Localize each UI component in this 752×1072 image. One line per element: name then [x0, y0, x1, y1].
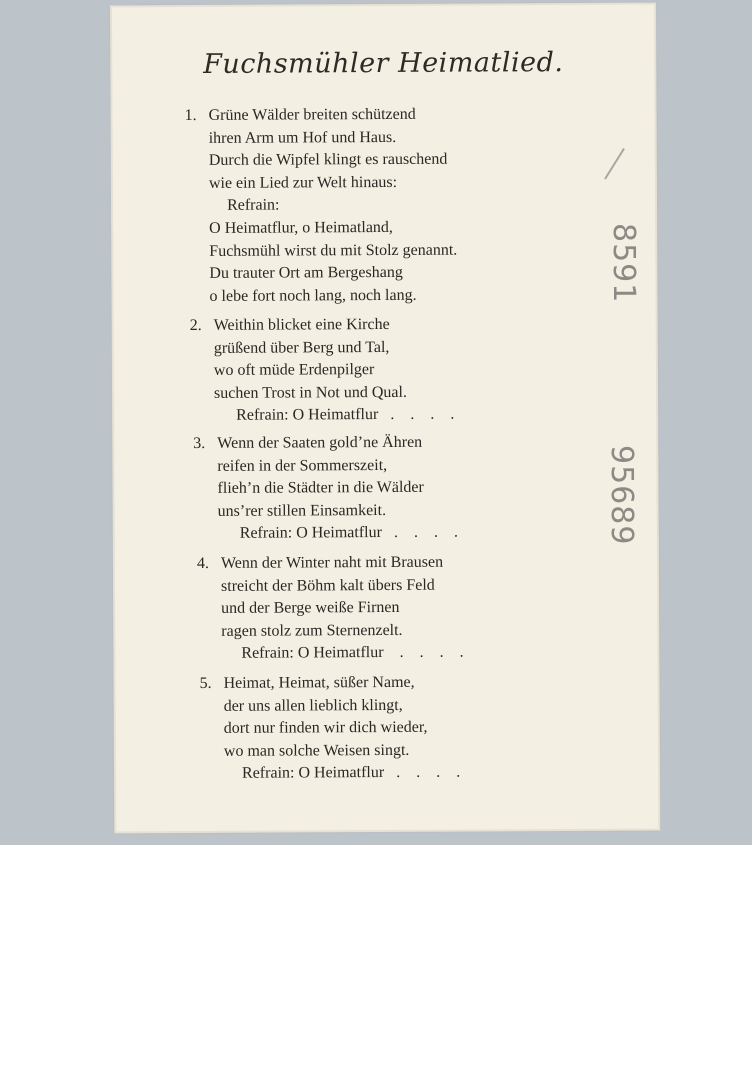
verse-line: ragen stolz zum Sternenzelt. [221, 621, 403, 640]
verse-line: und der Berge weiße Firnen [221, 599, 400, 618]
refrain-dots: . . . . [399, 643, 470, 662]
verse-line: flieh’n die Städter in die Wälder [217, 478, 424, 498]
verse-number: 4. [196, 554, 209, 572]
verse-line: Wenn der Saaten gold’ne Ähren [217, 433, 423, 452]
verse-line: Weithin blicket eine Kirche [213, 315, 390, 334]
verse-4 [197, 552, 470, 666]
refrain-reference: Refrain: O Heimatflur [236, 406, 379, 425]
refrain-dots: . . . . [393, 523, 464, 542]
verse-2 [190, 314, 461, 428]
refrain-dots: . . . . [390, 405, 461, 424]
pencil-note: 95689 [604, 445, 639, 546]
verse-line: wo oft müde Erdenpilger [213, 361, 375, 380]
verse-number: 1. [184, 106, 197, 125]
refrain-dots: . . . . [396, 763, 467, 782]
verse-3 [193, 432, 464, 546]
verse-number: 3. [193, 434, 206, 452]
verse-line: streicht der Böhm kalt übers Feld [220, 576, 435, 595]
verse-line: wie ein Lied zur Welt hinaus: [208, 173, 398, 192]
verse-line: wo man solche Weisen singt. [223, 741, 410, 760]
refrain-heading: Refrain: [226, 196, 280, 215]
verse-number: 5. [199, 674, 212, 692]
verse-line: grüßend über Berg und Tal, [213, 338, 390, 357]
verse-line: ihren Arm um Hof und Haus. [208, 128, 397, 147]
refrain-line: O Heimatflur, o Heimatland, [209, 218, 393, 237]
verse-line: Wenn der Winter naht mit Brausen [220, 553, 444, 572]
refrain-line: Du trauter Ort am Bergeshang [209, 264, 403, 283]
verse-line: dort nur finden wir dich wieder, [223, 718, 428, 738]
refrain-reference: Refrain: O Heimatflur [239, 524, 382, 543]
pencil-note: 8591 [606, 223, 641, 304]
verse-line: Grüne Wälder breiten schützend [208, 105, 416, 124]
verse-line: uns’rer stillen Einsamkeit. [217, 501, 387, 520]
refrain-line: Fuchsmühl wirst du mit Stolz genannt. [209, 241, 458, 260]
verse-1 [185, 104, 458, 309]
verse-5 [199, 672, 466, 786]
verse-line: Durch die Wipfel klingt es rauschend [208, 150, 448, 170]
verse-line: suchen Trost in Not und Qual. [213, 383, 407, 402]
verse-line: reifen in der Sommerszeit, [217, 456, 388, 475]
refrain-reference: Refrain: O Heimatflur [241, 764, 385, 783]
verse-number: 2. [189, 316, 202, 335]
verse-line: Heimat, Heimat, süßer Name, [223, 673, 415, 692]
refrain-reference: Refrain: O Heimatflur [241, 644, 384, 663]
song-card [112, 5, 658, 832]
verse-line: der uns allen lieblich klingt, [223, 696, 403, 715]
song-title: Fuchsmühler Heimatlied. [203, 47, 564, 80]
refrain-line: o lebe fort noch lang, noch lang. [209, 286, 417, 305]
